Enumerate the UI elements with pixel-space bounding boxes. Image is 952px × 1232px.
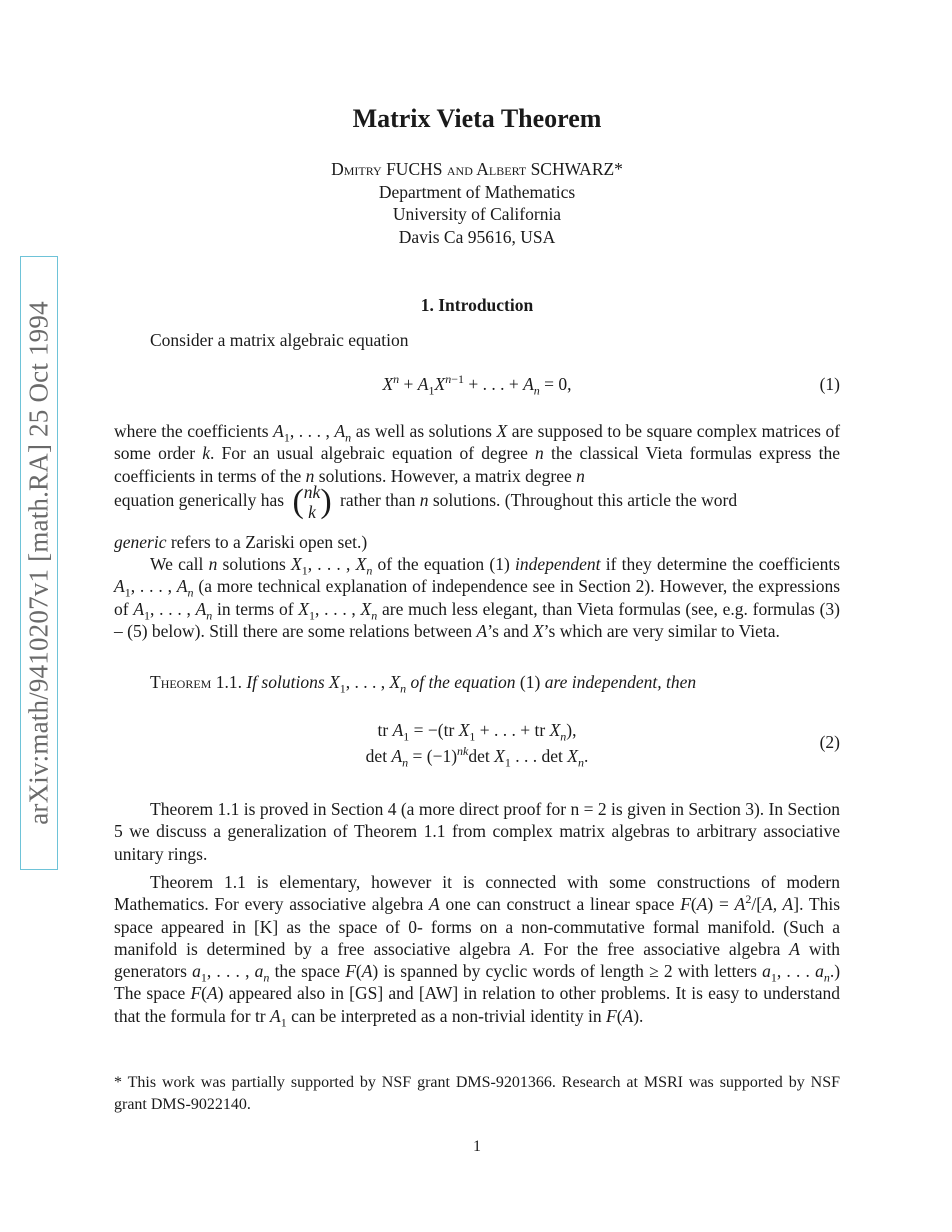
arxiv-identifier: arXiv:math/9410207v1 [math.RA] 25 Oct 1994 xyxy=(23,301,54,825)
equation-1: $X^n + A_1X^{n-1}$ + . . . + $A_n = 0$, xyxy=(382,372,572,398)
author-names: Dmitry FUCHS and Albert SCHWARZ* xyxy=(331,159,623,179)
author-block xyxy=(114,158,840,248)
section-heading: 1. Introduction xyxy=(420,295,534,315)
paragraph-2-cont: equation generically has (nk k ) rather than n solutions. (Throughout this article the word xyxy=(114,482,738,522)
paragraph-2: where the coefficients $A_1$, . . . , $A_n$ as well as solutions X are supposed to be square complex matrices of some order k. For an usual algebraic equation of degree n the classical Vieta formulas express the coefficients in terms of the n solutions. However, a matrix degree n xyxy=(114,421,841,486)
paragraph-2-end: generic refers to a Zariski open set.) xyxy=(114,532,368,552)
equation-2-number: (2) xyxy=(819,732,840,752)
paragraph-1: Consider a matrix algebraic equation xyxy=(150,330,409,350)
theorem-statement: Theorem 1.1. If solutions $X_1$, . . . , $X_n$ of the equation (1) are independent, then xyxy=(150,672,697,696)
theorem-label: Theorem 1.1. xyxy=(150,672,242,692)
equation-1-number: (1) xyxy=(819,374,840,394)
paper-page xyxy=(114,0,840,1232)
equation-2-line-2: $\det A_n = (-1)^{nk}\det$ $X_1$ . . . $\det X_n$. xyxy=(365,744,589,770)
author-department: Department of Mathematics xyxy=(378,181,576,202)
footnote: * This work was partially supported by NSF grant DMS-9201366. Research at MSRI was supported by NSF grant DMS-9022140. xyxy=(114,1074,840,1113)
paragraph-5: Theorem 1.1 is elementary, however it is connected with some constructions of modern Mathematics. For every associative algebra A one can construct a linear space $F(A) = A^2/[A$, A]. This space appeared in [K] as the space of 0- forms on a non-commutative formal manifold. (Such a manifold is determined by a free associative algebra A. For the free associative algebra A with generators $a_1$, . . . , $a_n$ the space F(A) is spanned by cyclic words of length ≥ 2 with letters $a_1$, . . . $a_n$.) The space F(A) appeared also in [GS] and [AW] in relation to other problems. It is easy to understand that the formula for tr $A_1$ can be interpreted as a non-trivial identity in F(A). xyxy=(114,872,841,1030)
author-address: Davis Ca 95616, USA xyxy=(398,226,556,247)
author-university: University of California xyxy=(392,204,562,224)
page-number: 1 xyxy=(473,1138,481,1155)
paragraph-3: We call n solutions $X_1$, . . . , $X_n$ of the equation (1) independent if they determine the coefficients $A_1$, . . . , $A_n$ (a more technical explanation of independence see in Section 2). However, the expressions of $A_1$, . . . , $A_n$ in terms of $X_1$, . . . , $X_n$ are much less elegant, than Vieta formulas (see, e.g. formulas (3) – (5) below). Still there are some relations between A’s and X’s which are very similar to Vieta. xyxy=(114,554,841,641)
binomial-coefficient: (nk k ) xyxy=(292,482,332,522)
equation-2-line-1: tr $A_1 = -(tr$ $X_1$ + . . . + tr $X_n$), xyxy=(377,720,577,744)
paper-title: Matrix Vieta Theorem xyxy=(352,104,602,133)
arxiv-stamp xyxy=(20,256,58,870)
paragraph-4: Theorem 1.1 is proved in Section 4 (a more direct proof for n = 2 is given in Section 3). In Section 5 we discuss a generalization of Theorem 1.1 from complex matrix algebras to arbitrary associative unitary rings. xyxy=(114,799,840,864)
